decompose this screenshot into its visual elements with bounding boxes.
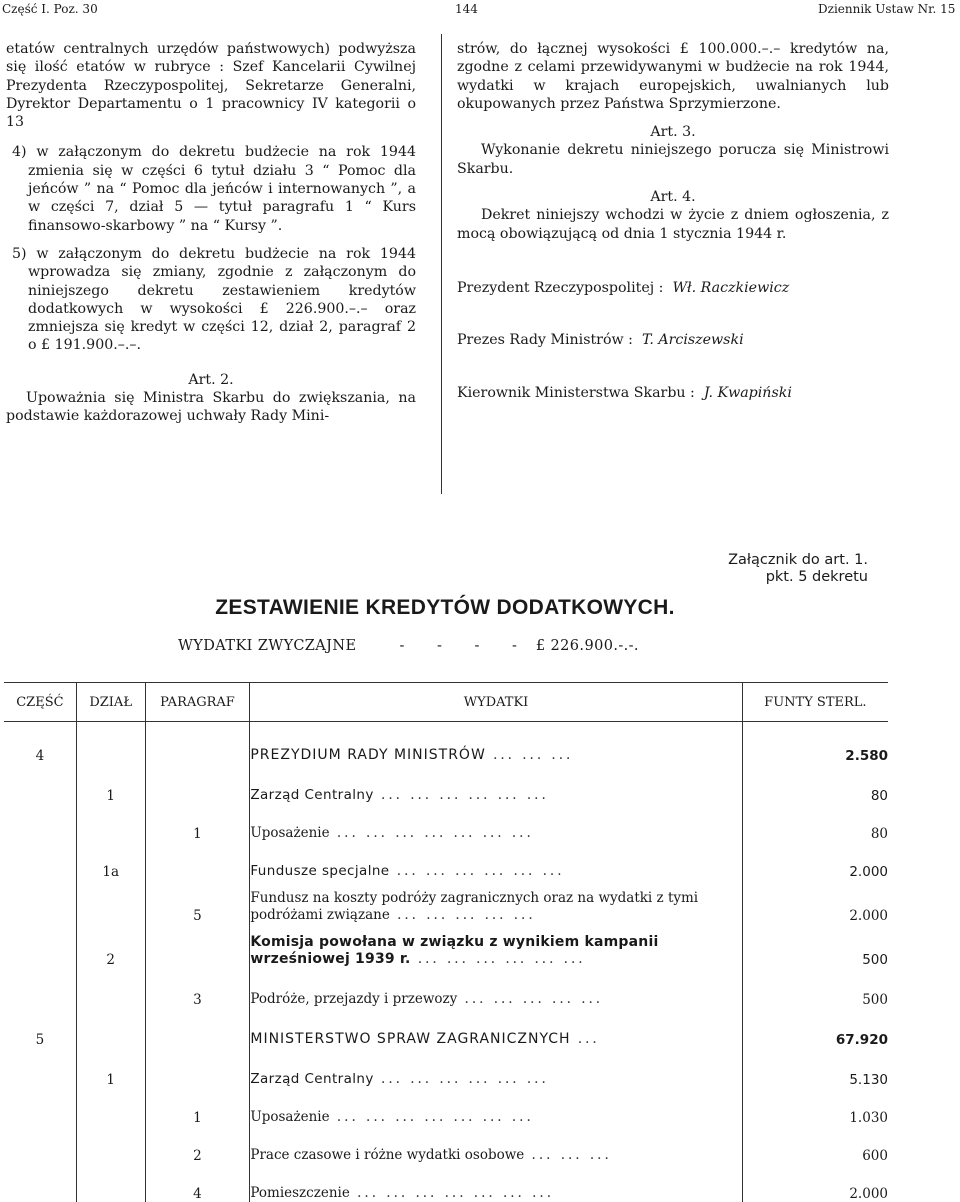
cell-paragraf (145, 842, 250, 880)
leader-dots: ... ... ... ... ... (389, 906, 536, 923)
cell-paragraf (145, 722, 250, 764)
table-row (4, 842, 888, 880)
cell-wydatki (250, 842, 742, 880)
cell-wydatki (250, 804, 742, 842)
table-row (4, 1088, 888, 1126)
cell-dzial (76, 880, 145, 924)
cell-czesc (4, 804, 76, 842)
expense-label: Komisja powołana w związku z wynikiem kampanii wrześniowej 1939 r. (250, 933, 659, 967)
table-row (4, 1008, 888, 1048)
cell-dzial (76, 1088, 145, 1126)
page-number: 144 (455, 2, 478, 16)
table-row (4, 804, 888, 842)
cell-kwota: 500 (742, 968, 888, 1008)
cell-kwota: 600 (742, 1126, 888, 1164)
cell-dzial (76, 968, 145, 1008)
right-column (457, 40, 889, 402)
cell-czesc (4, 764, 76, 804)
cell-paragraf (145, 764, 250, 804)
cell-czesc (4, 1088, 76, 1126)
cell-paragraf (145, 1048, 250, 1088)
expense-label: Zarząd Centralny (250, 1070, 374, 1087)
art4-text: Dekret niniejszy wchodzi w życie z dniem ogłoszenia, z mocą obowiązującą od dnia 1 stycznia 1944 r. (457, 207, 889, 242)
paragraph-etaty: etatów centralnych urzędów państwowych) podwyższa się ilość etatów w rubryce : Szef Kancelarii Cywilnej Prezydenta Rzeczypospolitej, Sekretarze Generalni, Dyrektor Departamentu o 1 pracownicy IV kategorii o 13 (6, 41, 416, 131)
cell-dzial: 2 (76, 924, 145, 968)
cell-dzial: 1 (76, 764, 145, 804)
left-column (6, 40, 416, 426)
header-wydatki: WYDATKI (250, 683, 742, 722)
cell-wydatki (250, 1048, 742, 1088)
expense-label: Uposażenie (250, 1108, 330, 1125)
signature-name: J. Kwapiński (703, 384, 792, 401)
cell-czesc (4, 924, 76, 968)
cell-kwota: 2.580 (742, 722, 888, 764)
cell-kwota: 80 (742, 804, 888, 842)
item-4: 4) w załączonym do dekretu budżecie na rok 1944 zmienia się w części 6 tytuł działu 3 “ Pomoc dla jeńców ” na “ Pomoc dla jeńców i internowanych ”, a w części 7, dział 5 — tytuł paragrafu 1 “ Kurs finansowo-skarbowy ” na “ Kursy ”. (12, 144, 416, 234)
art2-text: Upoważnia się Ministra Skarbu do zwiększania, na podstawie każdorazowej uchwały Rady Mini- (6, 390, 416, 425)
expense-label: Podróże, przejazdy i przewozy (250, 990, 458, 1007)
cell-wydatki (250, 1008, 742, 1048)
cell-wydatki (250, 722, 742, 764)
cell-paragraf: 1 (145, 1088, 250, 1126)
signature-prime-minister: Prezes Rady Ministrów : T. Arciszewski (457, 332, 744, 349)
table-header-row (4, 683, 888, 722)
expense-label: Fundusze specjalne (250, 862, 390, 879)
header-paragraf: PARAGRAF (145, 683, 250, 722)
table-row (4, 968, 888, 1008)
header-czesc: CZĘŚĆ (4, 683, 76, 722)
art3-heading: Art. 3. (650, 124, 696, 141)
expense-label: Uposażenie (250, 824, 330, 841)
signature-name: Wł. Raczkiewicz (672, 279, 790, 296)
table-row (4, 764, 888, 804)
header-right: Dziennik Ustaw Nr. 15 (818, 2, 956, 16)
art3-text: Wykonanie dekretu niniejszego porucza się Ministrowi Skarbu. (457, 142, 889, 177)
leader-dots: ... ... ... ... ... (457, 990, 604, 1007)
art2-heading: Art. 2. (188, 371, 234, 388)
cell-kwota: 5.130 (742, 1048, 888, 1088)
cell-paragraf (145, 924, 250, 968)
cell-paragraf: 5 (145, 880, 250, 924)
header-dzial: DZIAŁ (76, 683, 145, 722)
page-header (0, 0, 960, 20)
leader-dots: ... ... ... (524, 1146, 612, 1163)
table-row (4, 1126, 888, 1164)
table-body (4, 722, 888, 1202)
cell-wydatki (250, 968, 742, 1008)
leader-dots: ... ... ... (485, 746, 574, 763)
annex-note: Załącznik do art. 1. pkt. 5 dekretu (728, 552, 868, 585)
expense-label: MINISTERSTWO SPRAW ZAGRANICZNYCH (250, 1030, 571, 1047)
cell-paragraf: 4 (145, 1164, 250, 1202)
table-row (4, 722, 888, 764)
cell-czesc (4, 1164, 76, 1202)
leader-dots: ... ... ... ... ... ... ... (329, 824, 534, 841)
cell-dzial (76, 1008, 145, 1048)
table-row (4, 880, 888, 924)
cell-dzial (76, 1164, 145, 1202)
table-title: ZESTAWIENIE KREDYTÓW DODATKOWYCH. (215, 596, 675, 619)
cell-paragraf: 3 (145, 968, 250, 1008)
leader-dots: ... ... ... ... ... ... (410, 950, 586, 967)
table-subtitle: WYDATKI ZWYCZAJNE - - - - £ 226.900.-.-. (178, 638, 639, 654)
cell-wydatki (250, 924, 742, 968)
cell-czesc (4, 1048, 76, 1088)
cell-czesc (4, 842, 76, 880)
cell-czesc: 5 (35, 1031, 45, 1048)
leader-dots: ... ... ... ... ... ... ... (329, 1108, 534, 1125)
table-row (4, 1048, 888, 1088)
cell-kwota: 2.000 (742, 842, 888, 880)
signature-treasury: Kierownik Ministerstwa Skarbu : J. Kwapiński (457, 384, 792, 401)
cell-paragraf: 2 (145, 1126, 250, 1164)
header-funty: FUNTY STERL. (742, 683, 888, 722)
item-5: 5) w załączonym do dekretu budżecie na rok 1944 wprowadza się zmiany, zgodnie z załączonym do niniejszego dekretu zestawieniem kredytów dodatkowych w wysokości £ 226.900.–.– oraz zmniejsza się kredyt w części 12, dział 2, paragraf 2 o £ 191.900.–.–. (12, 245, 416, 354)
cell-paragraf: 1 (145, 804, 250, 842)
cell-czesc (4, 968, 76, 1008)
expense-label: Prace czasowe i różne wydatki osobowe (250, 1146, 525, 1163)
cell-czesc (4, 1126, 76, 1164)
credits-table (4, 682, 888, 1202)
cell-czesc: 4 (35, 747, 45, 764)
column-divider (441, 34, 442, 494)
cell-kwota: 80 (742, 764, 888, 804)
header-left: Część I. Poz. 30 (2, 2, 98, 16)
leader-dots: ... ... ... ... ... ... (389, 862, 565, 879)
leader-dots: ... ... ... ... ... ... (373, 1070, 549, 1087)
cell-czesc (4, 880, 76, 924)
expense-label: PREZYDIUM RADY MINISTRÓW (250, 746, 486, 763)
leader-dots: ... ... ... ... ... ... (373, 786, 549, 803)
cell-wydatki (250, 880, 742, 924)
cell-wydatki (250, 1126, 742, 1164)
cell-dzial (76, 1126, 145, 1164)
cell-wydatki (250, 1088, 742, 1126)
cell-wydatki (250, 1164, 742, 1202)
expense-label: Fundusz na koszty podróży zagranicznych oraz na wydatki z tymi podróżami związane (250, 889, 699, 923)
cell-dzial (76, 804, 145, 842)
expense-label: Pomieszczenie (250, 1184, 350, 1201)
continued-text: strów, do łącznej wysokości £ 100.000.–.– kredytów na, zgodne z celami przewidywanymi w budżecie na rok 1944, wydatki w krajach europejskich, uwalnianych lub okupowanych przez Państwa Sprzymierzone. (457, 41, 889, 112)
cell-paragraf (145, 1008, 250, 1048)
table-row (4, 1164, 888, 1202)
expense-label: Zarząd Centralny (250, 786, 374, 803)
cell-dzial: 1a (76, 842, 145, 880)
cell-kwota: 2.000 (742, 1164, 888, 1202)
leader-dots: ... ... ... ... ... ... ... (349, 1184, 554, 1201)
cell-kwota: 67.920 (742, 1008, 888, 1048)
art4-heading: Art. 4. (650, 189, 696, 206)
cell-kwota: 2.000 (742, 880, 888, 924)
signature-name: T. Arciszewski (641, 332, 744, 349)
table-row (4, 924, 888, 968)
cell-kwota: 1.030 (742, 1088, 888, 1126)
leader-dots: ... (570, 1030, 600, 1047)
cell-wydatki (250, 764, 742, 804)
cell-dzial: 1 (76, 1048, 145, 1088)
cell-kwota: 500 (742, 924, 888, 968)
signature-president: Prezydent Rzeczypospolitej : Wł. Raczkiewicz (457, 279, 790, 296)
cell-dzial (76, 722, 145, 764)
